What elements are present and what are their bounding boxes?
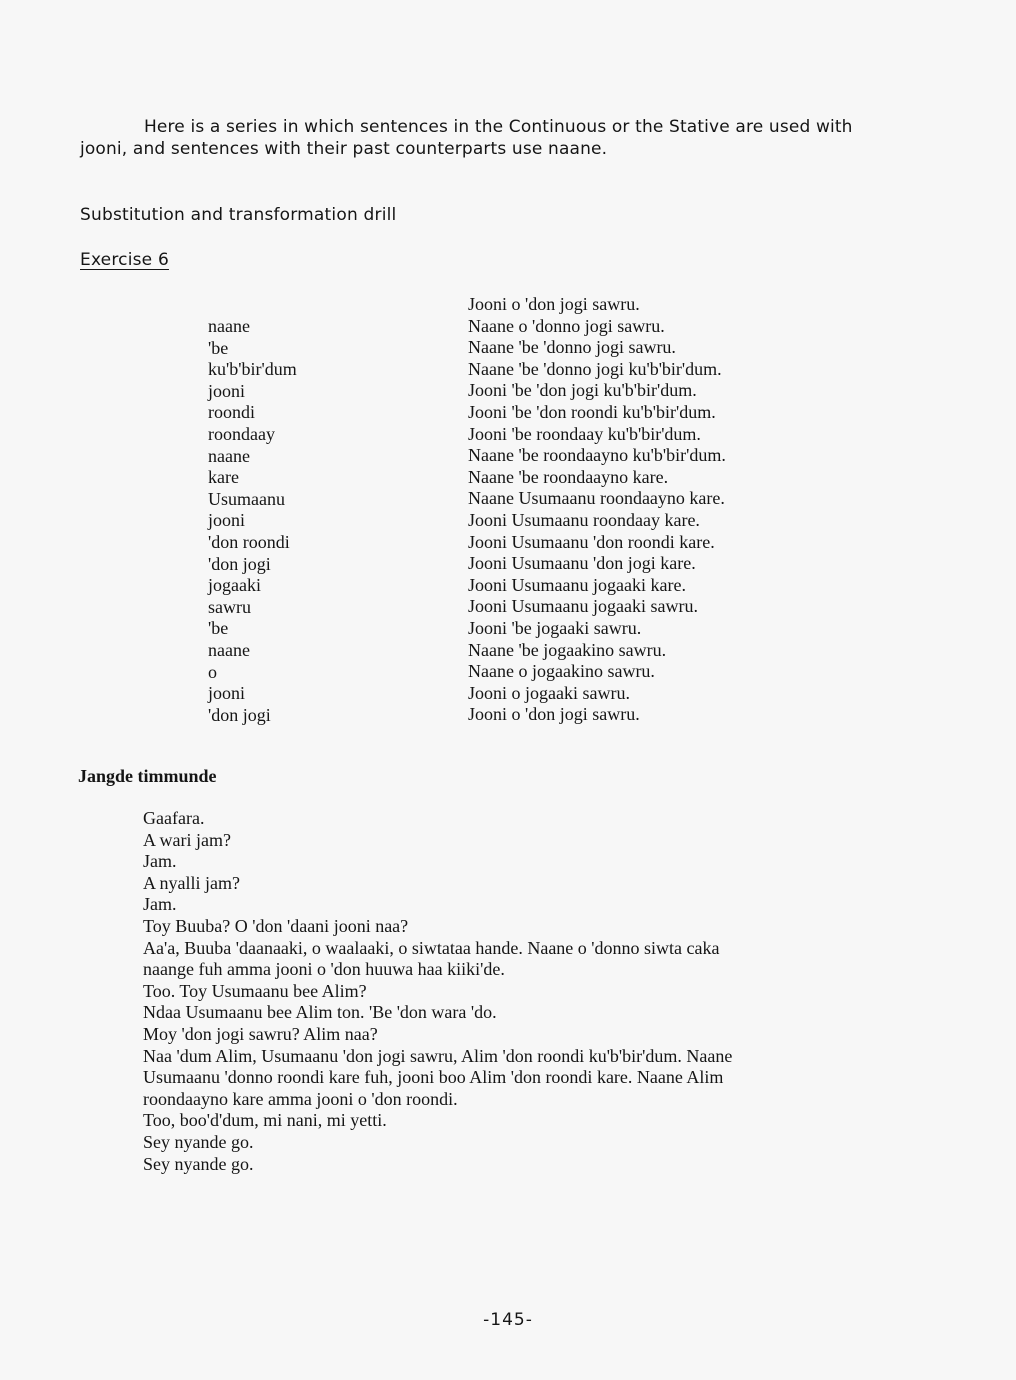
answer-sentence: Jooni o 'don jogi sawru. — [468, 704, 640, 725]
dialogue-heading: Jangde timmunde — [78, 766, 217, 786]
cue-item: 'don jogi — [208, 553, 271, 574]
dialogue-line: Too. Toy Usumaanu bee Alim? — [143, 980, 367, 1001]
cue-item: jogaaki — [208, 575, 261, 596]
cue-item: 'be — [208, 337, 229, 358]
dialogue-line: Gaafara. — [143, 808, 205, 828]
dialogue-line: Too, boo'd'dum, mi nani, mi yetti. — [143, 1110, 387, 1131]
cue-item: o — [208, 661, 217, 682]
cue-item: naane — [208, 316, 250, 336]
answer-sentence: Jooni Usumaanu 'don roondi kare. — [468, 531, 715, 552]
cue-item: kare — [208, 467, 239, 488]
answer-sentence: Naane 'be jogaakino sawru. — [468, 639, 667, 660]
answer-sentence: Jooni o 'don jogi sawru. — [468, 294, 640, 314]
cue-item: roondaay — [208, 423, 275, 444]
dialogue-text — [143, 808, 923, 1175]
answer-sentence: Naane 'be 'donno jogi ku'b'bir'dum. — [468, 358, 722, 379]
answer-sentence: Naane 'be roondaayno ku'b'bir'dum. — [468, 445, 726, 466]
dialogue-line: Toy Buuba? O 'don 'daani jooni naa? — [143, 915, 409, 936]
answer-sentence: Jooni 'be 'don roondi ku'b'bir'dum. — [468, 401, 716, 422]
cue-item: Usumaanu — [208, 488, 285, 509]
intro-paragraph — [80, 116, 930, 160]
cue-item: ku'b'bir'dum — [208, 359, 297, 380]
dialogue-line: Jam. — [143, 851, 177, 872]
answer-sentence: Jooni 'be 'don jogi ku'b'bir'dum. — [468, 380, 697, 401]
dialogue-line: naange fuh amma jooni o 'don huuwa haa kiiki'de. — [143, 959, 505, 980]
dialogue-line: A wari jam? — [143, 829, 231, 850]
answer-sentence: Naane Usumaanu roondaayno kare. — [468, 488, 725, 509]
answer-sentence: Jooni Usumaanu jogaaki sawru. — [468, 596, 698, 617]
answer-sentence: Jooni o jogaaki sawru. — [468, 682, 630, 703]
dialogue-line: Ndaa Usumaanu bee Alim ton. 'Be 'don wara 'do. — [143, 1002, 497, 1023]
drill-heading: Substitution and transformation drill — [80, 205, 397, 225]
dialogue-line: Aa'a, Buuba 'daanaaki, o waalaaki, o siwtataa hande. Naane o 'donno siwta caka — [143, 937, 720, 958]
cue-item: sawru — [208, 596, 251, 617]
cue-item: 'be — [208, 618, 229, 639]
cue-item: 'don jogi — [208, 704, 271, 725]
dialogue-line: A nyalli jam? — [143, 872, 240, 893]
cue-item: jooni — [208, 683, 246, 704]
cue-item: naane — [208, 445, 250, 466]
answer-sentence: Naane 'be 'donno jogi sawru. — [468, 337, 676, 358]
intro-line-1: Here is a series in which sentences in the Continuous or the Stative are used with — [144, 117, 853, 137]
exercise-heading: Exercise 6 — [80, 250, 169, 270]
answer-sentence: Jooni Usumaanu jogaaki kare. — [468, 574, 686, 595]
page-number: -145- — [483, 1310, 533, 1330]
cue-item: roondi — [208, 402, 255, 423]
cue-item: jooni — [208, 380, 246, 401]
answer-sentence: Naane 'be roondaayno kare. — [468, 466, 669, 487]
dialogue-line: Moy 'don jogi sawru? Alim naa? — [143, 1023, 378, 1044]
dialogue-line: Usumaanu 'donno roondi kare fuh, jooni boo Alim 'don roondi kare. Naane Alim — [143, 1067, 724, 1088]
dialogue-line: Naa 'dum Alim, Usumaanu 'don jogi sawru, Alim 'don roondi ku'b'bir'dum. Naane — [143, 1045, 733, 1066]
answer-sentence: Jooni Usumaanu roondaay kare. — [468, 509, 700, 530]
answer-sentence: Jooni Usumaanu 'don jogi kare. — [468, 553, 696, 574]
answer-sentence: Jooni 'be jogaaki sawru. — [468, 617, 642, 638]
answer-sentence: Jooni 'be roondaay ku'b'bir'dum. — [468, 423, 701, 444]
cue-item: jooni — [208, 510, 246, 531]
answer-sentence: Naane o jogaakino sawru. — [468, 661, 655, 682]
dialogue-line: Jam. — [143, 894, 177, 915]
cue-item: 'don roondi — [208, 531, 290, 552]
cue-column — [208, 316, 297, 726]
dialogue-line: Sey nyande go. — [143, 1131, 254, 1152]
dialogue-line: roondaayno kare amma jooni o 'don roondi. — [143, 1088, 458, 1109]
dialogue-line: Sey nyande go. — [143, 1153, 254, 1174]
answer-sentence: Naane o 'donno jogi sawru. — [468, 315, 665, 336]
cue-item: naane — [208, 639, 250, 660]
answer-column — [468, 294, 726, 726]
intro-line-2: jooni, and sentences with their past counterparts use naane. — [80, 139, 608, 159]
